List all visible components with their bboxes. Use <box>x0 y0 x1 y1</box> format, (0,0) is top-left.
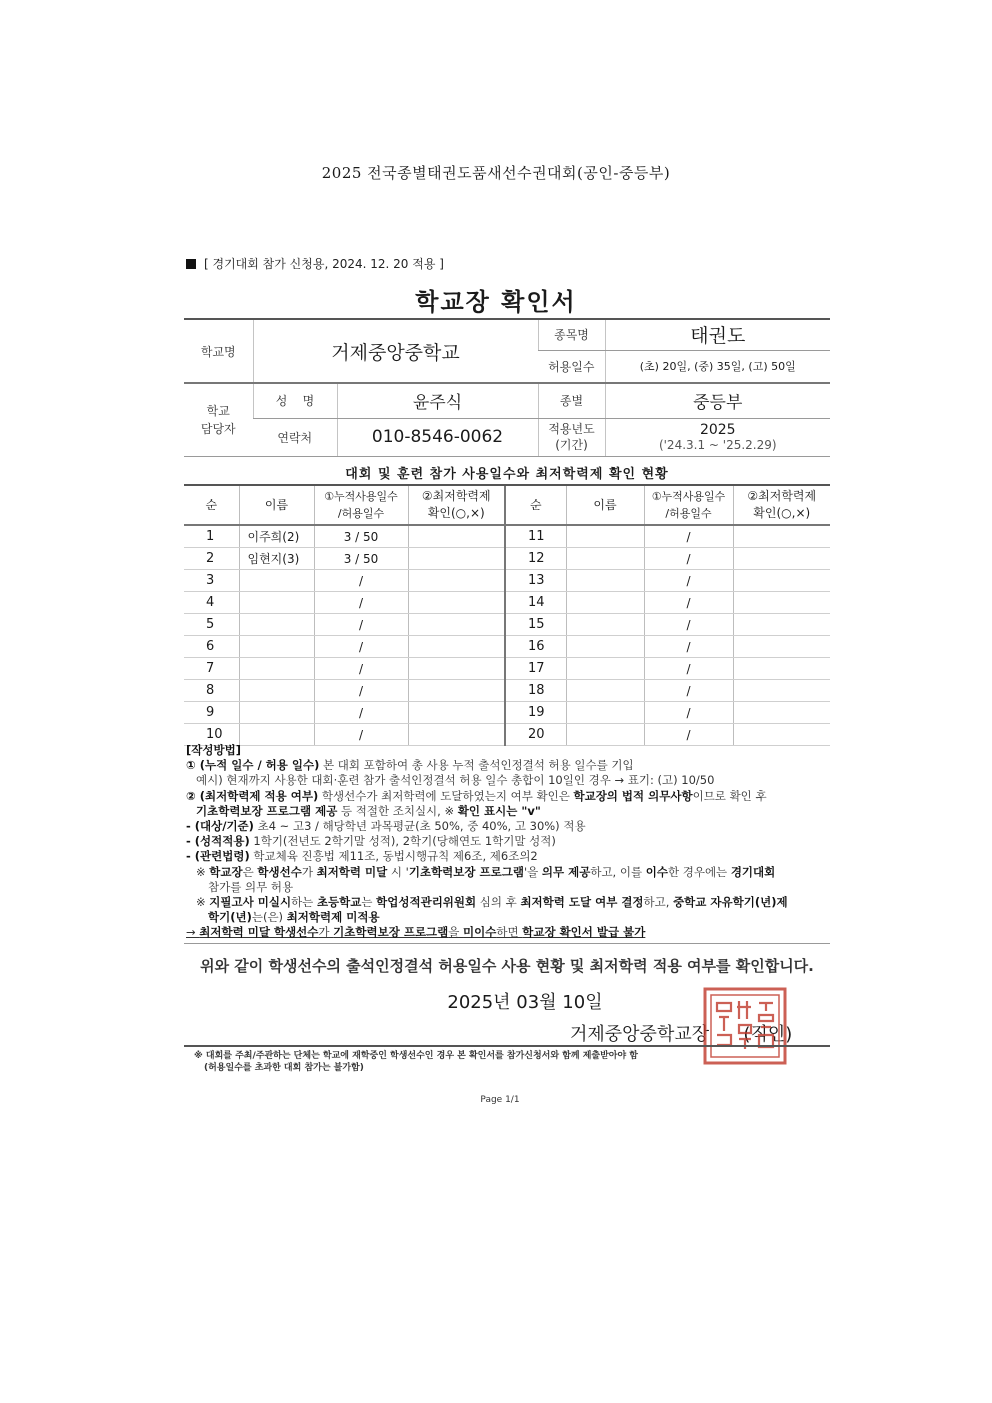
instruction-text: 는(은) <box>251 910 287 925</box>
issue-date: 2025년 03월 10일 <box>447 992 603 1013</box>
usage-days: 3 / 50 <box>314 525 408 548</box>
row-number: 3 <box>184 570 239 592</box>
principal-signature-line: 거제중앙중학교장 (직인) <box>570 1024 793 1045</box>
staff-name-value: 윤주식 <box>337 383 538 418</box>
row-number: 18 <box>505 680 566 702</box>
square-bullet-icon <box>186 259 196 269</box>
instruction-line <box>186 834 836 849</box>
instruction-text: '을 <box>523 864 542 879</box>
allowed-days-value: (초) 20일, (중) 35일, (고) 50일 <box>605 350 830 383</box>
usage-days: / <box>644 724 733 746</box>
usage-days: / <box>314 614 408 636</box>
instruction-bold: ① (누적 일수 / 허용 일수) <box>186 758 320 773</box>
student-name <box>239 614 314 636</box>
row-number: 11 <box>505 525 566 548</box>
table-row <box>184 548 830 570</box>
min-academic-check <box>733 680 830 702</box>
min-academic-check <box>733 570 830 592</box>
instruction-line <box>186 804 836 819</box>
instruction-text: 는 <box>361 895 377 910</box>
instruction-bold: 확인 표시는 "v" <box>457 803 541 818</box>
table-row <box>184 658 830 680</box>
usage-days: / <box>644 525 733 548</box>
page-number: Page 1/1 <box>480 1095 520 1105</box>
student-name <box>566 680 644 702</box>
document-title: 학교장 확인서 <box>415 288 577 316</box>
instruction-bold: - (관련법령) <box>186 849 250 864</box>
instruction-text: 하면 <box>496 925 523 940</box>
min-academic-check <box>733 548 830 570</box>
student-name <box>566 614 644 636</box>
instruction-text: 학생선수가 최저학력에 도달하였는지 여부 확인은 <box>318 788 574 803</box>
instruction-bold: 최저학력 미달 <box>316 864 388 879</box>
instruction-text: 등 적절한 조치실시, ※ <box>337 803 458 818</box>
min-academic-check <box>408 570 505 592</box>
instruction-bold: - (성적적용) <box>186 834 250 849</box>
usage-days: / <box>644 636 733 658</box>
sport-label: 종목명 <box>538 319 605 350</box>
instruction-bold: - (대상/기준) <box>186 819 254 834</box>
table-row <box>184 570 830 592</box>
usage-days: / <box>314 658 408 680</box>
col-header-name: 이름 <box>566 485 644 525</box>
usage-days: / <box>644 702 733 724</box>
divider <box>184 943 830 944</box>
usage-days: / <box>644 614 733 636</box>
instruction-line <box>186 865 836 880</box>
col-header-name: 이름 <box>239 485 314 525</box>
divider <box>184 1045 830 1047</box>
usage-table <box>184 484 830 746</box>
instruction-bold: 학교장 확인서 발급 불가 <box>522 925 646 940</box>
sport-value: 태권도 <box>605 319 830 350</box>
usage-days: / <box>314 592 408 614</box>
min-academic-check <box>408 525 505 548</box>
row-number: 16 <box>505 636 566 658</box>
instruction-text: 가 <box>301 864 317 879</box>
instructions-heading: [작성방법] <box>186 743 241 757</box>
instruction-bold: 의무 제공 <box>541 864 591 879</box>
school-info-table <box>184 318 830 457</box>
section-heading: 대회 및 훈련 참가 사용일수와 최저학력제 확인 현황 <box>345 467 669 482</box>
instruction-text: 참가를 의무 허용 <box>208 879 294 894</box>
contact-label: 연락처 <box>253 418 337 456</box>
usage-days: / <box>314 570 408 592</box>
instruction-text: ※ <box>196 864 210 879</box>
student-name <box>239 680 314 702</box>
staff-name-label: 성 명 <box>253 383 337 418</box>
instruction-bold: 학교장의 법적 의무사항 <box>573 788 693 803</box>
row-number: 2 <box>184 548 239 570</box>
instructions <box>186 743 836 941</box>
footer-note-line: ※ 대회를 주최/주관하는 단체는 학교에 재학중인 학생선수인 경우 본 확인서를 참가신청서와 함께 제출받아야 함 <box>194 1051 639 1061</box>
instruction-text: 하고, <box>643 895 674 910</box>
instruction-bold: 기초학력보장 프로그램 <box>408 864 524 879</box>
col-header-no: 순 <box>184 485 239 525</box>
instruction-bold: 학업성적관리위원회 <box>376 895 477 910</box>
student-name <box>239 658 314 680</box>
instruction-text: → <box>186 925 200 940</box>
student-name <box>566 702 644 724</box>
instruction-text: 시 ' <box>387 864 409 879</box>
usage-days: / <box>644 570 733 592</box>
footer-note <box>194 1050 638 1074</box>
row-number: 4 <box>184 592 239 614</box>
instruction-line <box>186 789 836 804</box>
min-academic-check <box>733 525 830 548</box>
footer-note-line: (허용일수를 초과한 대회 참가는 불가함) <box>204 1063 364 1073</box>
row-number: 14 <box>505 592 566 614</box>
instruction-bold: 이수 <box>645 864 668 879</box>
instruction-text: 한 경우에는 <box>667 864 731 879</box>
student-name <box>239 702 314 724</box>
min-academic-check <box>733 658 830 680</box>
instruction-bold: 미이수 <box>463 925 497 940</box>
instruction-bold: 지필고사 미실시 <box>209 895 292 910</box>
min-academic-check <box>733 636 830 658</box>
instruction-bold: 초등학교 <box>316 895 362 910</box>
instruction-text: 이므로 확인 후 <box>692 788 767 803</box>
instruction-line <box>186 819 836 834</box>
instruction-text: 예시) 현재까지 사용한 대회·훈련 참가 출석인정결석 허용 일수 총합이 10일인 경우 → 표기: (고) 10/50 <box>196 773 715 788</box>
event-title: 2025 전국종별태권도품새선수권대회(공인-중등부) <box>321 164 671 182</box>
official-seal-icon <box>703 987 787 1065</box>
allowed-days-label: 허용일수 <box>538 350 605 383</box>
usage-days: 3 / 50 <box>314 548 408 570</box>
instruction-text: 초4 ~ 고3 / 해당학년 과목평균(초 50%, 중 40%, 고 30%) 적용 <box>253 819 586 834</box>
min-academic-check <box>408 658 505 680</box>
instruction-text: 가 <box>318 925 334 940</box>
row-number: 1 <box>184 525 239 548</box>
table-row <box>184 525 830 548</box>
instruction-text: 본 대회 포함하여 총 사용 누적 출석인정결석 허용 일수를 기입 <box>319 758 634 773</box>
instruction-text: 하고, 이를 <box>590 864 646 879</box>
instruction-bold: 중학교 자유학기(년)제 <box>673 895 788 910</box>
instruction-text: 하는 <box>291 895 317 910</box>
school-name-label: 학교명 <box>184 319 253 383</box>
usage-days: / <box>314 680 408 702</box>
row-number: 17 <box>505 658 566 680</box>
min-academic-check <box>733 614 830 636</box>
row-number: 9 <box>184 702 239 724</box>
usage-days: / <box>644 658 733 680</box>
col-header-check: ②최저학력제 확인(○,×) <box>408 485 505 525</box>
student-name <box>239 592 314 614</box>
row-number: 7 <box>184 658 239 680</box>
instruction-line <box>186 925 836 940</box>
usage-days: / <box>314 636 408 658</box>
usage-days: / <box>314 724 408 746</box>
instruction-bold: 기초학력보장 프로그램 <box>333 925 449 940</box>
min-academic-check <box>408 614 505 636</box>
form-tag <box>186 255 444 272</box>
year-value: 2025 <box>699 422 736 438</box>
usage-days: / <box>644 592 733 614</box>
year-period: ('24.3.1 ~ '25.2.29) <box>658 438 777 452</box>
instruction-line <box>186 758 836 773</box>
usage-days: / <box>314 702 408 724</box>
instruction-line <box>186 910 836 925</box>
col-header-check: ②최저학력제 확인(○,×) <box>733 485 830 525</box>
min-academic-check <box>408 636 505 658</box>
year-label: 적용년도 (기간) <box>538 418 605 456</box>
instruction-bold: 학교장 <box>209 864 243 879</box>
row-number: 10 <box>184 724 239 746</box>
instruction-bold: 최저학력제 미적용 <box>286 910 380 925</box>
instruction-text: 은 <box>242 864 258 879</box>
confirmation-statement: 위와 같이 학생선수의 출석인정결석 허용일수 사용 현황 및 최저학력 적용 여부를 확인합니다. <box>200 957 814 975</box>
instruction-bold: 최저학력 미달 학생선수 <box>199 925 319 940</box>
col-header-usage: ①누적사용일수 /허용일수 <box>314 485 408 525</box>
student-name: 임현지(3) <box>239 548 314 570</box>
usage-days: / <box>644 548 733 570</box>
staff-label: 학교 담당자 <box>184 383 253 456</box>
col-header-usage: ①누적사용일수 /허용일수 <box>644 485 733 525</box>
student-name <box>566 570 644 592</box>
min-academic-check <box>408 592 505 614</box>
table-row <box>184 636 830 658</box>
row-number: 15 <box>505 614 566 636</box>
row-number: 13 <box>505 570 566 592</box>
instruction-bold: 기초학력보장 프로그램 제공 <box>196 803 338 818</box>
col-header-no: 순 <box>505 485 566 525</box>
instruction-line <box>186 849 836 864</box>
student-name: 이주희(2) <box>239 525 314 548</box>
instruction-line <box>186 895 836 910</box>
student-name <box>239 570 314 592</box>
instruction-bold: 학기(년) <box>208 910 252 925</box>
row-number: 20 <box>505 724 566 746</box>
instruction-text: 학교체육 진흥법 제11조, 동법시행규칙 제6조, 제6조의2 <box>249 849 538 864</box>
student-name <box>566 525 644 548</box>
student-name <box>566 592 644 614</box>
instruction-text: 을 <box>448 925 464 940</box>
usage-days: / <box>644 680 733 702</box>
min-academic-check <box>408 680 505 702</box>
instruction-text: 심의 후 <box>476 895 521 910</box>
table-row <box>184 592 830 614</box>
table-row <box>184 680 830 702</box>
form-tag-text: [ 경기대회 참가 신청용, 2024. 12. 20 적용 ] <box>204 257 444 271</box>
row-number: 19 <box>505 702 566 724</box>
year-cell <box>605 418 830 456</box>
instruction-bold: 학생선수 <box>257 864 302 879</box>
min-academic-check <box>733 592 830 614</box>
row-number: 8 <box>184 680 239 702</box>
division-value: 중등부 <box>605 383 830 418</box>
row-number: 5 <box>184 614 239 636</box>
row-number: 6 <box>184 636 239 658</box>
table-row <box>184 702 830 724</box>
division-label: 종별 <box>538 383 605 418</box>
school-name-value: 거제중앙중학교 <box>253 319 538 383</box>
student-name <box>566 636 644 658</box>
student-name <box>566 548 644 570</box>
student-name <box>566 658 644 680</box>
instruction-bold: ② (최저학력제 적용 여부) <box>186 788 319 803</box>
contact-value: 010-8546-0062 <box>337 418 538 456</box>
table-row <box>184 614 830 636</box>
instruction-bold: 최저학력 도달 여부 결정 <box>520 895 644 910</box>
min-academic-check <box>408 548 505 570</box>
instruction-bold: 경기대회 <box>730 864 776 879</box>
instruction-line <box>186 880 836 895</box>
min-academic-check <box>733 702 830 724</box>
instruction-text: ※ <box>196 895 210 910</box>
row-number: 12 <box>505 548 566 570</box>
instruction-line <box>186 773 836 788</box>
student-name <box>239 636 314 658</box>
instruction-text: 1학기(전년도 2학기말 성적), 2학기(당해연도 1학기말 성적) <box>249 834 556 849</box>
min-academic-check <box>408 702 505 724</box>
